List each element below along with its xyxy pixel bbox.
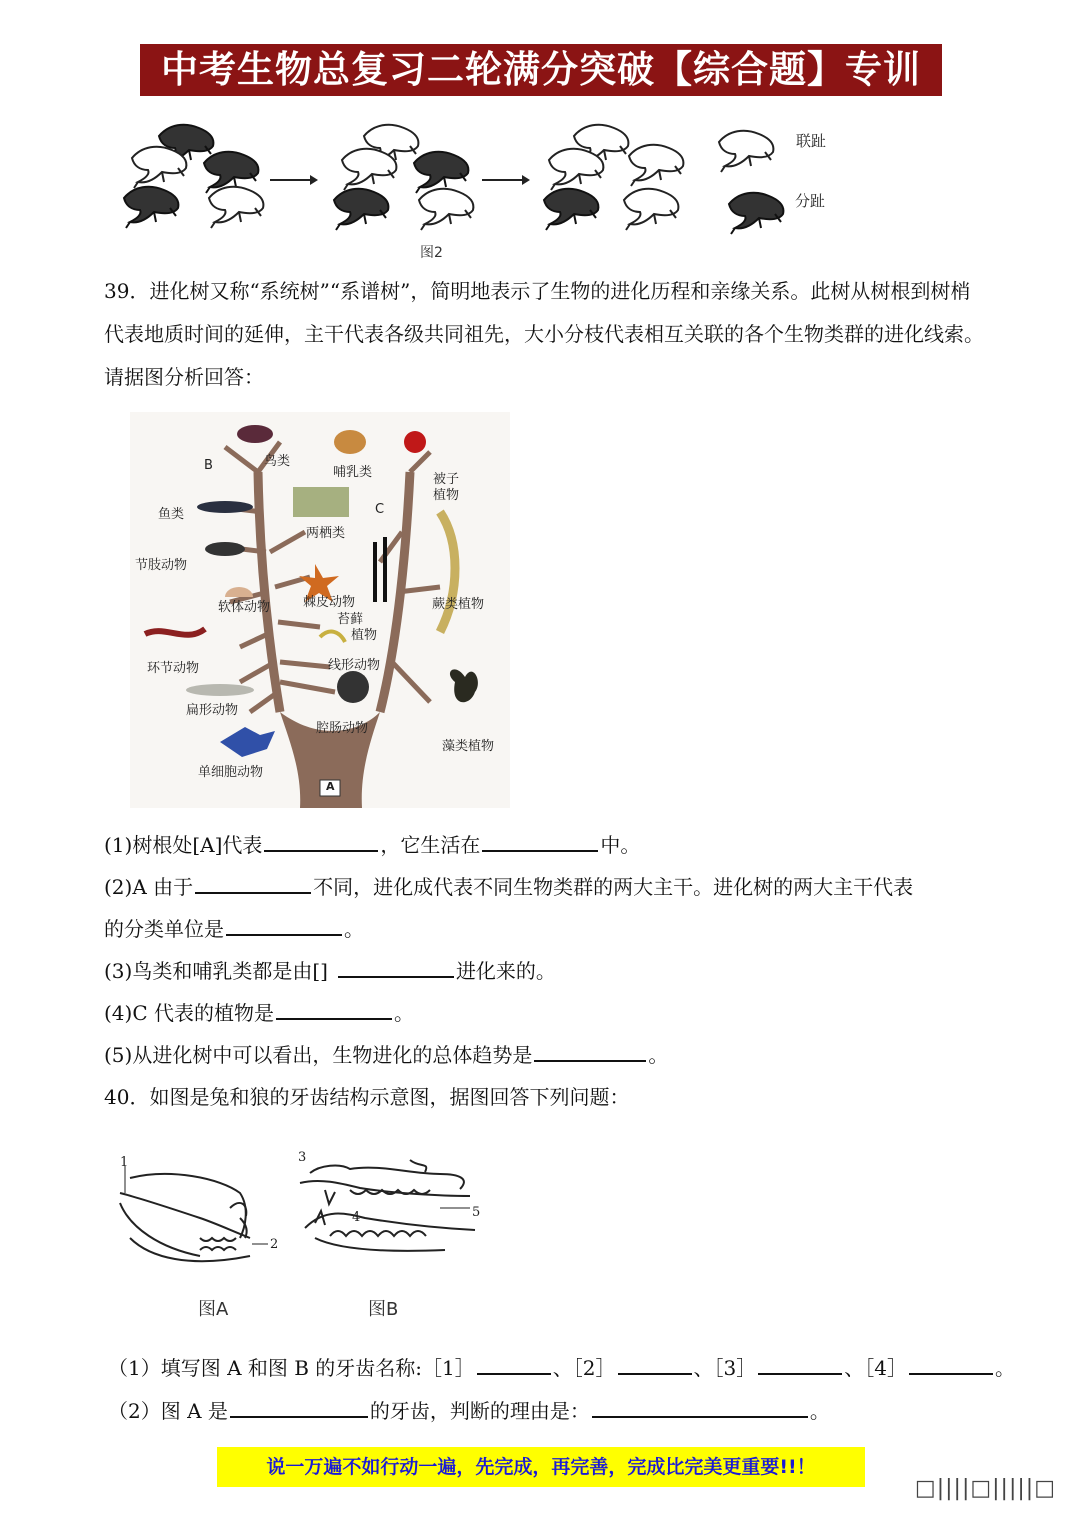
corner-mark: □||||□|||||□: [914, 1476, 1056, 1501]
tree-label-C: C: [375, 502, 385, 517]
answer-blank[interactable]: [230, 1396, 368, 1418]
answer-blank[interactable]: [482, 830, 598, 852]
answer-blank[interactable]: [338, 956, 454, 978]
tooth-label-5: 5: [472, 1205, 481, 1220]
tooth-label-3: 3: [298, 1150, 307, 1165]
tree-label-echinoderms: 棘皮动物: [303, 595, 356, 610]
legend-split-toes: 分趾: [795, 192, 826, 210]
answer-blank[interactable]: [477, 1353, 551, 1375]
q40-sub1: （1）填写图 A 和图 B 的牙齿名称:［1］ 、［2］ 、［3］ 、［4］ 。: [108, 1353, 1015, 1382]
tree-label-annelids: 环节动物: [147, 661, 200, 676]
answer-blank[interactable]: [276, 998, 392, 1020]
tree-label-mollusks: 软体动物: [218, 600, 271, 615]
tree-label-mosses-2: 植物: [351, 628, 378, 643]
answer-blank[interactable]: [226, 914, 342, 936]
q39-sub1: (1)树根处[A]代表 ，它生活在 中。: [104, 830, 640, 859]
answer-blank[interactable]: [195, 872, 311, 894]
q39-sub4: (4)C 代表的植物是 。: [104, 998, 414, 1027]
answer-blank[interactable]: [758, 1353, 842, 1375]
q39-intro: 39．进化树又称“系统树”“系谱树”，简明地表示了生物的进化历程和亲缘关系。此树从树根到树梢代表地质时间的延伸，主干代表各级共同祖先，大小分枝代表相互关联的各个生物类群的进化线索。请据图分析回答：: [104, 279, 984, 389]
q39-sub5: (5)从进化树中可以看出，生物进化的总体趋势是 。: [104, 1040, 668, 1069]
answer-blank[interactable]: [264, 830, 378, 852]
figure-B-caption: 图B: [368, 1299, 399, 1320]
page-title: 中考生物总复习二轮满分突破【综合题】专训: [140, 44, 942, 96]
tree-label-A: A: [326, 780, 335, 793]
answer-blank[interactable]: [909, 1353, 993, 1375]
tree-label-arthropods: 节肢动物: [135, 558, 188, 573]
tree-label-nematodes: 线形动物: [328, 658, 381, 673]
tree-label-mosses-1: 苔藓: [337, 612, 364, 627]
figure-2-caption: 图2: [420, 245, 443, 261]
tree-label-protozoa: 单细胞动物: [198, 765, 264, 780]
figure-2-lizards: [110, 108, 850, 268]
tree-label-birds: 鸟类: [264, 454, 291, 469]
q39-sub2-line2: 的分类单位是 。: [104, 914, 364, 943]
tree-label-angiosperms-1: 被子: [433, 472, 460, 487]
q40-sub2: （2）图 A 是 的牙齿，判断的理由是： 。: [108, 1396, 830, 1425]
answer-blank[interactable]: [592, 1396, 808, 1418]
tree-label-amphibians: 两栖类: [306, 526, 346, 541]
tree-label-coelenterates: 腔肠动物: [316, 721, 369, 736]
q40-intro: 40．如图是兔和狼的牙齿结构示意图，据图回答下列问题：: [104, 1085, 630, 1109]
tree-label-B: B: [204, 458, 213, 473]
tree-label-flatworms: 扁形动物: [186, 703, 239, 718]
tree-label-ferns: 蕨类植物: [432, 597, 485, 612]
q39-sub3: (3)鸟类和哺乳类都是由[] 进化来的。: [104, 956, 556, 985]
tooth-label-2: 2: [270, 1237, 279, 1252]
answer-blank[interactable]: [618, 1353, 692, 1375]
q39-sub2-line1: (2)A 由于 不同，进化成代表不同生物类群的两大主干。进化树的两大主干代表: [104, 872, 913, 901]
tree-label-mammals: 哺乳类: [333, 465, 373, 480]
tooth-label-4: 4: [352, 1210, 361, 1225]
answer-blank[interactable]: [534, 1040, 646, 1062]
tree-label-algae: 藻类植物: [442, 739, 495, 754]
tooth-label-1: 1: [120, 1155, 129, 1170]
figure-A-caption: 图A: [198, 1299, 229, 1320]
legend-linked-toes: 联趾: [796, 132, 827, 150]
motto-banner: 说一万遍不如行动一遍，先完成，再完善，完成比完美更重要!!！: [217, 1447, 865, 1487]
tree-label-angiosperms-2: 植物: [433, 488, 460, 503]
tree-label-fish: 鱼类: [158, 507, 185, 522]
